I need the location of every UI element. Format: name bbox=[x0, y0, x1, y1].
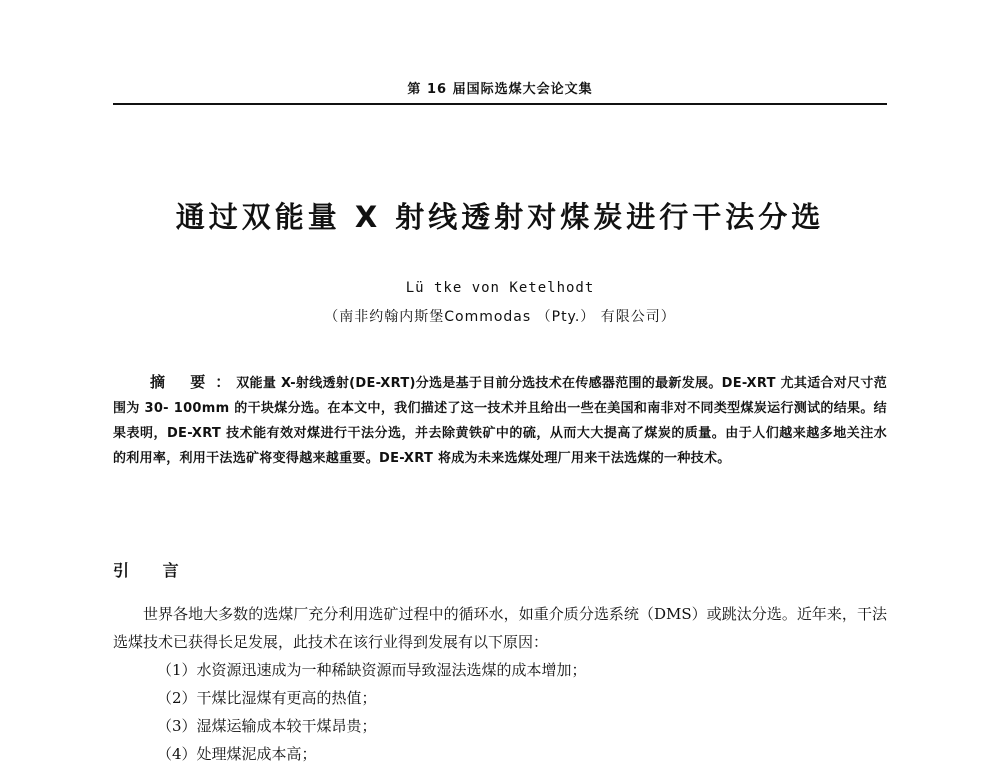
abstract bbox=[113, 370, 887, 471]
list-item: （4）处理煤泥成本高； bbox=[157, 745, 317, 763]
list-item: （1）水资源迅速成为一种稀缺资源而导致湿法选煤的成本增加； bbox=[157, 661, 587, 679]
abstract-label: 摘 要： bbox=[150, 373, 241, 391]
paper-title: 通过双能量 X 射线透射对煤炭进行干法分选 bbox=[175, 200, 825, 234]
list-item: （2）干煤比湿煤有更高的热值； bbox=[157, 689, 377, 707]
section-heading-introduction: 引 言 bbox=[113, 561, 193, 580]
introduction-paragraph: 世界各地大多数的选煤厂充分利用选矿过程中的循环水，如重介质分选系统（DMS）或跳汰分选。近年来，干法选煤技术已获得长足发展，此技术在该行业得到发展有以下原因： bbox=[113, 605, 887, 651]
reason-list bbox=[113, 656, 887, 768]
author-affiliation: （南非约翰内斯堡Commodas （Pty.） 有限公司） bbox=[324, 309, 676, 325]
list-item: （3）湿煤运输成本较干煤昂贵； bbox=[157, 717, 377, 735]
running-header: 第 16 届国际选煤大会论文集 bbox=[407, 82, 593, 97]
abstract-text: 双能量 X-射线透射(DE-XRT)分选是基于目前分选技术在传感器范围的最新发展。DE-XRT 尤其适合对尺寸范围为 30- 100mm 的干块煤分选。在本文中，我们描述了这一技术并且给出一些在美国和南非对不同类型煤炭运行测试的结果。结果表明，DE-XRT 技术能有效对煤进行干法分选，并去除黄铁矿中的硫，从而大大提高了煤炭的质量。由于人们越来越多地关注水的利用率，利用干法选矿将变得越来越重要。DE-XRT 将成为未来选煤处理厂用来干法选煤的一种技术。 bbox=[113, 376, 887, 466]
author-name: Lü tke von Ketelhodt bbox=[405, 280, 595, 296]
header-rule bbox=[113, 103, 887, 105]
